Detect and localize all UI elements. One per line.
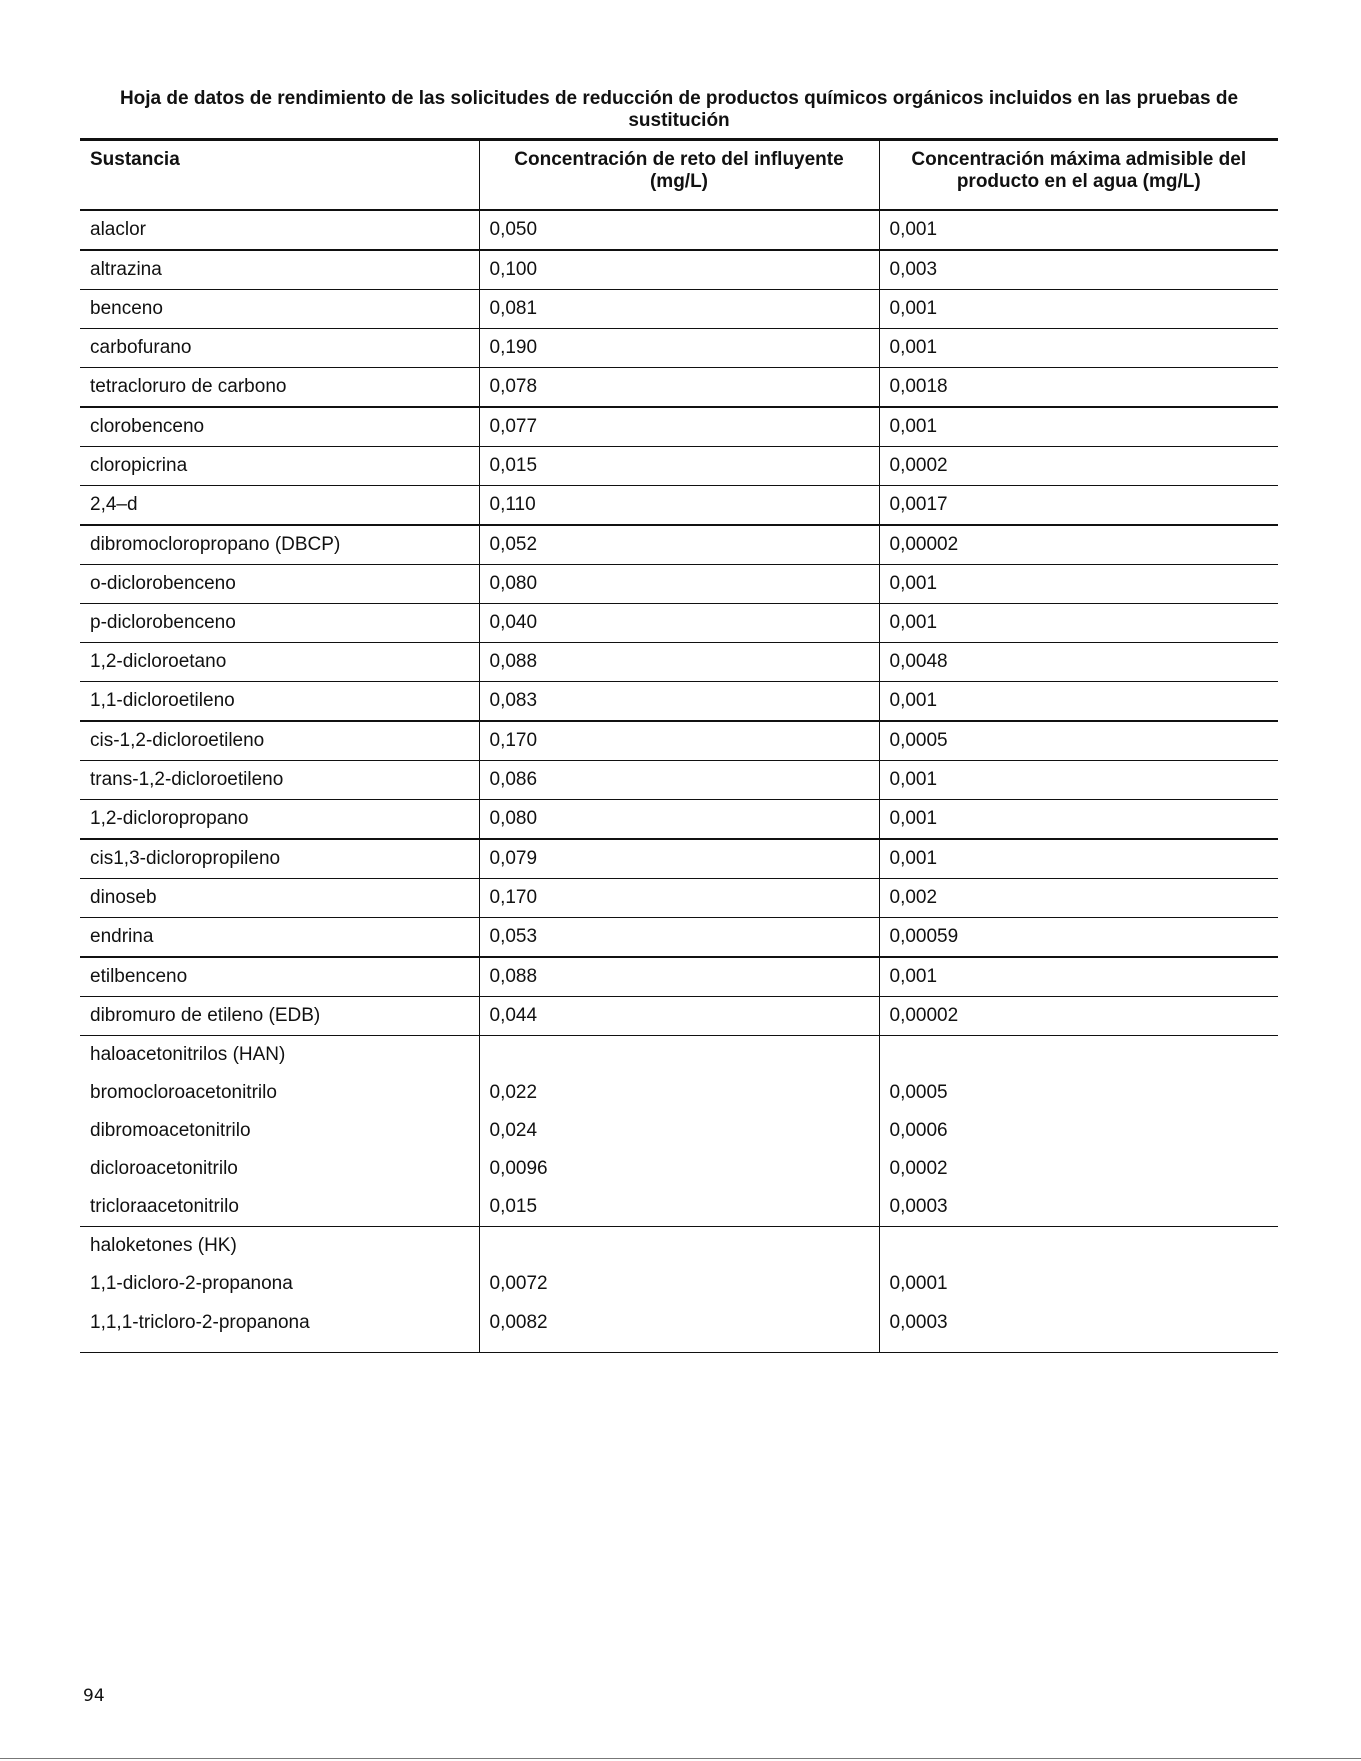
table-row	[80, 918, 1278, 958]
table-row	[80, 643, 1278, 682]
table-row	[80, 839, 1278, 879]
substance-cell: carbofurano	[90, 337, 192, 358]
substance-cell: trans-1,2-dicloroetileno	[90, 769, 284, 790]
influent-cell: 0,088	[479, 643, 879, 682]
influent-cell: 0,053	[479, 918, 879, 958]
page-bottom-divider	[0, 1758, 1361, 1759]
substance-cell: dibromocloropropano (DBCP)	[90, 534, 341, 555]
substance-cell: 2,4–d	[90, 494, 138, 515]
substance-cell: cis-1,2-dicloroetileno	[90, 730, 265, 751]
max-cell: 0,0048	[879, 643, 1278, 682]
influent-cell: 0,078	[479, 368, 879, 408]
max-cell: 0,0018	[879, 368, 1278, 408]
influent-cell: 0,086	[479, 761, 879, 800]
substance-cell: tetracloruro de carbono	[90, 376, 287, 397]
header-influent-concentration: Concentración de reto del influyente (mg/L)	[479, 140, 879, 211]
influent-cell: 0,110	[479, 486, 879, 526]
influent-cell: 0,024	[479, 1112, 879, 1150]
substance-cell: p-diclorobenceno	[90, 612, 236, 633]
substance-cell: 1,1-dicloro-2-propanona	[90, 1273, 293, 1294]
substance-cell: benceno	[90, 298, 163, 319]
header-max-product-concentration: Concentración máxima admisible del producto en el agua (mg/L)	[879, 140, 1278, 211]
table-group-row	[80, 1036, 1278, 1075]
max-cell: 0,0017	[879, 486, 1278, 526]
substance-cell: tricloraacetonitrilo	[90, 1196, 239, 1217]
table-row	[80, 1303, 1278, 1353]
substance-cell: cis1,3-dicloropropileno	[90, 848, 281, 869]
substance-cell: dibromuro de etileno (EDB)	[90, 1005, 321, 1026]
max-cell: 0,003	[879, 250, 1278, 290]
table-row	[80, 525, 1278, 565]
table-row	[80, 210, 1278, 250]
table-row	[80, 1112, 1278, 1150]
influent-cell: 0,079	[479, 839, 879, 879]
table-row	[80, 879, 1278, 918]
max-cell: 0,001	[879, 604, 1278, 643]
influent-cell: 0,015	[479, 447, 879, 486]
table-row	[80, 800, 1278, 840]
max-cell: 0,0002	[879, 1150, 1278, 1188]
max-cell: 0,00002	[879, 525, 1278, 565]
max-cell: 0,0003	[879, 1188, 1278, 1227]
table-header	[80, 140, 1278, 211]
substance-cell: endrina	[90, 926, 154, 947]
table-row	[80, 682, 1278, 722]
substance-cell: etilbenceno	[90, 966, 188, 987]
table-row	[80, 407, 1278, 447]
max-cell: 0,0001	[879, 1265, 1278, 1303]
max-cell: 0,0005	[879, 721, 1278, 761]
influent-cell: 0,170	[479, 721, 879, 761]
max-cell: 0,00002	[879, 997, 1278, 1036]
influent-cell: 0,0072	[479, 1265, 879, 1303]
table-row	[80, 604, 1278, 643]
influent-cell: 0,052	[479, 525, 879, 565]
substance-cell: 1,1-dicloroetileno	[90, 690, 235, 711]
table-row	[80, 447, 1278, 486]
substance-cell: dibromoacetonitrilo	[90, 1120, 251, 1141]
page-number: 94	[83, 1686, 105, 1706]
table-row	[80, 957, 1278, 997]
max-cell: 0,001	[879, 565, 1278, 604]
table-row	[80, 250, 1278, 290]
max-cell: 0,001	[879, 329, 1278, 368]
table-row	[80, 761, 1278, 800]
table-row	[80, 565, 1278, 604]
table-group-row	[80, 1227, 1278, 1266]
substance-cell: o-diclorobenceno	[90, 573, 236, 594]
table-row	[80, 368, 1278, 408]
influent-cell: 0,050	[479, 210, 879, 250]
influent-cell: 0,170	[479, 879, 879, 918]
substance-cell: 1,2-dicloropropano	[90, 808, 249, 829]
influent-cell: 0,081	[479, 290, 879, 329]
substance-cell: 1,2-dicloroetano	[90, 651, 227, 672]
table-row	[80, 1150, 1278, 1188]
influent-cell: 0,080	[479, 800, 879, 840]
max-cell	[879, 1036, 1278, 1075]
header-row	[80, 140, 1278, 211]
table-row	[80, 329, 1278, 368]
max-cell: 0,001	[879, 407, 1278, 447]
table-row	[80, 486, 1278, 526]
influent-cell: 0,100	[479, 250, 879, 290]
influent-cell: 0,080	[479, 565, 879, 604]
data-table	[80, 138, 1278, 1353]
group-label-cell: haloacetonitrilos (HAN)	[90, 1044, 286, 1065]
table-row	[80, 1265, 1278, 1303]
substance-cell: altrazina	[90, 259, 162, 280]
substance-cell: cloropicrina	[90, 455, 188, 476]
max-cell: 0,001	[879, 682, 1278, 722]
table-row	[80, 290, 1278, 329]
table-body	[80, 210, 1278, 1353]
influent-cell: 0,088	[479, 957, 879, 997]
influent-cell: 0,0096	[479, 1150, 879, 1188]
max-cell: 0,002	[879, 879, 1278, 918]
max-cell: 0,00059	[879, 918, 1278, 958]
max-cell: 0,001	[879, 210, 1278, 250]
max-cell: 0,001	[879, 290, 1278, 329]
table-row	[80, 997, 1278, 1036]
substance-cell: 1,1,1-tricloro-2-propanona	[90, 1312, 310, 1333]
influent-cell: 0,190	[479, 329, 879, 368]
max-cell: 0,0005	[879, 1074, 1278, 1112]
table-row	[80, 721, 1278, 761]
max-cell: 0,0006	[879, 1112, 1278, 1150]
header-substance: Sustancia	[90, 149, 180, 170]
influent-cell: 0,0082	[479, 1303, 879, 1353]
max-cell: 0,0003	[879, 1303, 1278, 1353]
substance-cell: dicloroacetonitrilo	[90, 1158, 238, 1179]
influent-cell	[479, 1227, 879, 1266]
substance-cell: alaclor	[90, 219, 146, 240]
max-cell: 0,0002	[879, 447, 1278, 486]
max-cell: 0,001	[879, 957, 1278, 997]
table-row	[80, 1188, 1278, 1227]
max-cell	[879, 1227, 1278, 1266]
influent-cell: 0,015	[479, 1188, 879, 1227]
substance-cell: clorobenceno	[90, 416, 205, 437]
substance-cell: bromocloroacetonitrilo	[90, 1082, 277, 1103]
influent-cell: 0,044	[479, 997, 879, 1036]
influent-cell: 0,022	[479, 1074, 879, 1112]
group-label-cell: haloketones (HK)	[90, 1235, 237, 1256]
influent-cell: 0,040	[479, 604, 879, 643]
page-title: Hoja de datos de rendimiento de las solicitudes de reducción de productos químicos orgánicos incluidos en las pruebas de sustitución	[119, 88, 1239, 131]
max-cell: 0,001	[879, 761, 1278, 800]
substance-cell: dinoseb	[90, 887, 157, 908]
influent-cell: 0,083	[479, 682, 879, 722]
max-cell: 0,001	[879, 800, 1278, 840]
table-row	[80, 1074, 1278, 1112]
max-cell: 0,001	[879, 839, 1278, 879]
influent-cell: 0,077	[479, 407, 879, 447]
influent-cell	[479, 1036, 879, 1075]
